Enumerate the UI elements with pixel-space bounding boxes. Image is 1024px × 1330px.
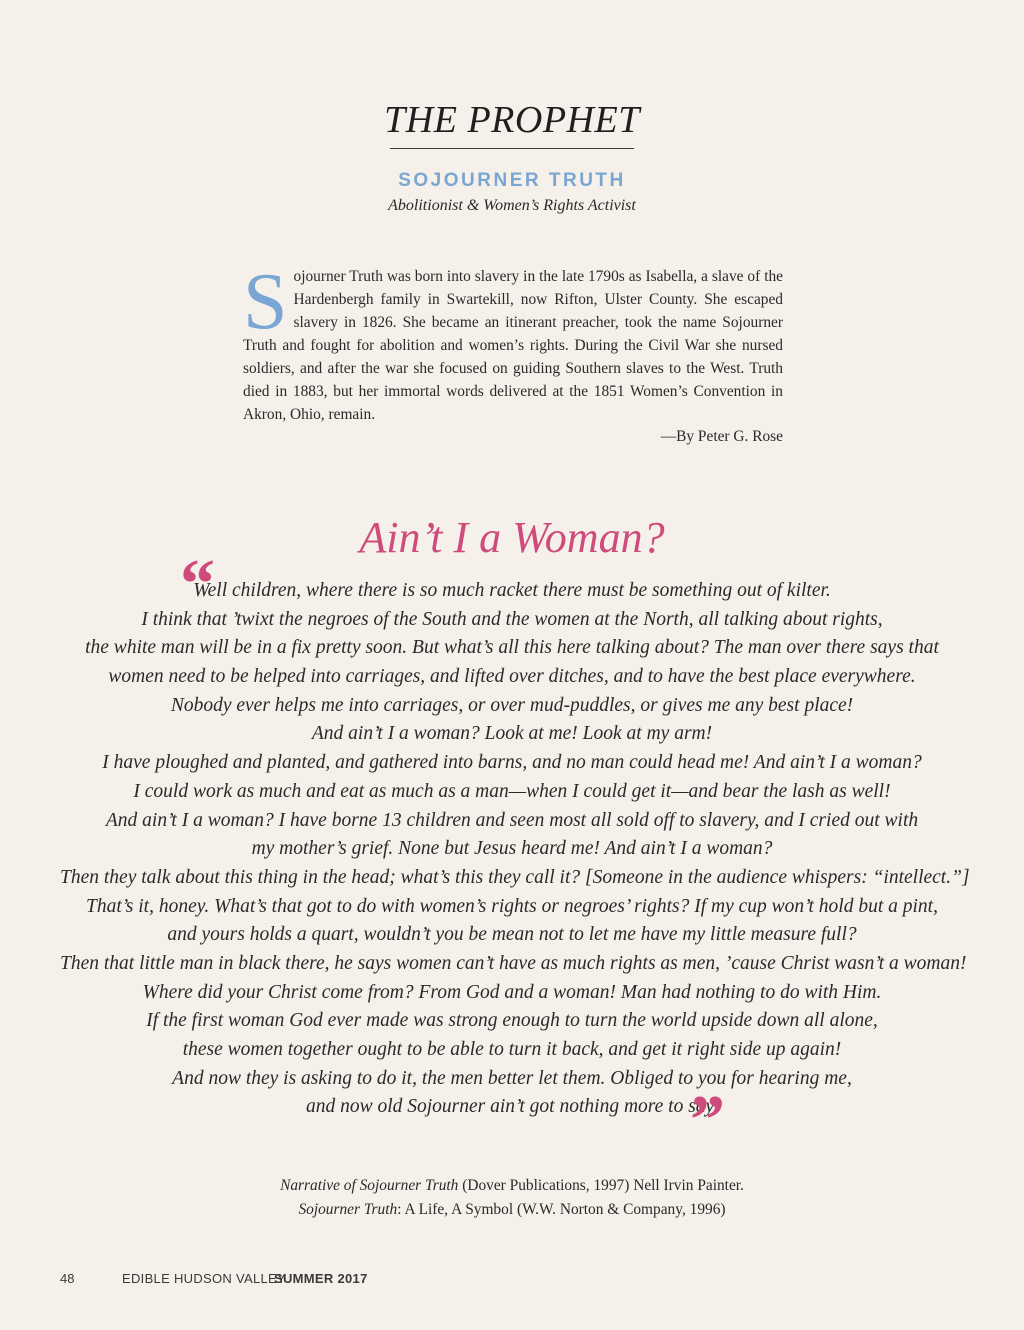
source-details: (Dover Publications, 1997) Nell Irvin Painter.: [458, 1177, 744, 1194]
speech-line: I could work as much and eat as much as a man—when I could get it—and bear the lash as well!: [133, 780, 891, 802]
speech-line: and yours holds a quart, wouldn’t you be mean not to let me have my little measure full?: [167, 924, 857, 946]
open-quote-mark: “: [180, 546, 215, 623]
speech-line: If the first woman God ever made was strong enough to turn the world upside down all alone,: [146, 1010, 878, 1032]
source-citation: [0, 1198, 1024, 1222]
speech-line: That’s it, honey. What’s that got to do with women’s rights or negroes’ rights? If my cup won’t hold but a pint,: [86, 895, 938, 917]
close-quote-mark: ”: [690, 1082, 725, 1159]
speech-line: I think that ’twixt the negroes of the South and the women at the North, all talking about rights,: [141, 608, 883, 630]
intro-paragraph: [243, 258, 783, 426]
speech-line: Then they talk about this thing in the head; what’s this they call it? [Someone in the audience whispers: “intellect.”]: [60, 866, 970, 888]
speech-line: Where did your Christ come from? From God and a woman! Man had nothing to do with Him.: [142, 981, 882, 1003]
title-divider: [390, 148, 634, 149]
speech-line: women need to be helped into carriages, and lifted over ditches, and to have the best place everywhere.: [108, 666, 916, 688]
speech-line: And ain’t I a woman? I have borne 13 children and seen most all sold off to slavery, and I cried out with: [105, 809, 919, 831]
intro-text: ojourner Truth was born into slavery in the late 1790s as Isabella, a slave of the Hardenbergh family in Swartekill, now Rifton, Ulster County. She escaped slavery in 1826. She became an itinerant preacher, took the name Sojourner Truth and fought for abolition and women’s rights. During the Civil War she nursed soldiers, and after the war she focused on guiding Southern slaves to the West. Truth died in 1883, but her immortal words delivered at the 1851 Women’s Convention in Akron, Ohio, remain.: [243, 268, 783, 423]
speech-line: I have ploughed and planted, and gathered into barns, and no man could head me! And ain’t I a woman?: [102, 752, 922, 774]
speech-line: these women together ought to be able to turn it back, and get it right side up again!: [182, 1039, 842, 1060]
issue-label: SUMMER 2017: [274, 1271, 368, 1286]
page-number: 48: [60, 1271, 75, 1286]
speech-line: And ain’t I a woman? Look at me! Look at my arm!: [311, 723, 713, 745]
speech-title: Ain’t I a Woman?: [359, 513, 665, 562]
subject-name: SOJOURNER TRUTH: [398, 170, 626, 191]
speech-line: Then that little man in black there, he says women can’t have as much rights as men, ’cause Christ wasn’t a woman!: [60, 952, 967, 974]
subject-role: Abolitionist & Women’s Rights Activist: [388, 197, 636, 214]
speech-text: [60, 577, 970, 1122]
speech-line: the white man will be in a fix pretty soon. But what’s all this here talking about? The man over there says that: [85, 637, 939, 659]
drop-cap: S: [243, 258, 288, 346]
source-title: Sojourner Truth: [298, 1201, 398, 1218]
source-title: Narrative of Sojourner Truth: [280, 1177, 459, 1194]
speech-line: Well children, where there is so much racket there must be something out of kilter.: [193, 580, 831, 601]
speech-line: Nobody ever helps me into carriages, or over mud-puddles, or gives me any best place!: [170, 694, 854, 716]
source-citation: [0, 1174, 1024, 1198]
speech-line: And now they is asking to do it, the men better let them. Obliged to you for hearing me,: [172, 1067, 852, 1089]
speech-line: my mother’s grief. None but Jesus heard me! And ain’t I a woman?: [251, 838, 773, 860]
sources: [0, 1174, 1024, 1222]
speech-line: and now old Sojourner ain’t got nothing more to say.: [305, 1096, 719, 1118]
section-title: THE PROPHET: [384, 99, 640, 141]
source-details: : A Life, A Symbol (W.W. Norton & Company, 1996): [397, 1201, 726, 1218]
publication-name: EDIBLE HUDSON VALLEY: [122, 1271, 286, 1286]
byline: —By Peter G. Rose: [660, 428, 783, 445]
